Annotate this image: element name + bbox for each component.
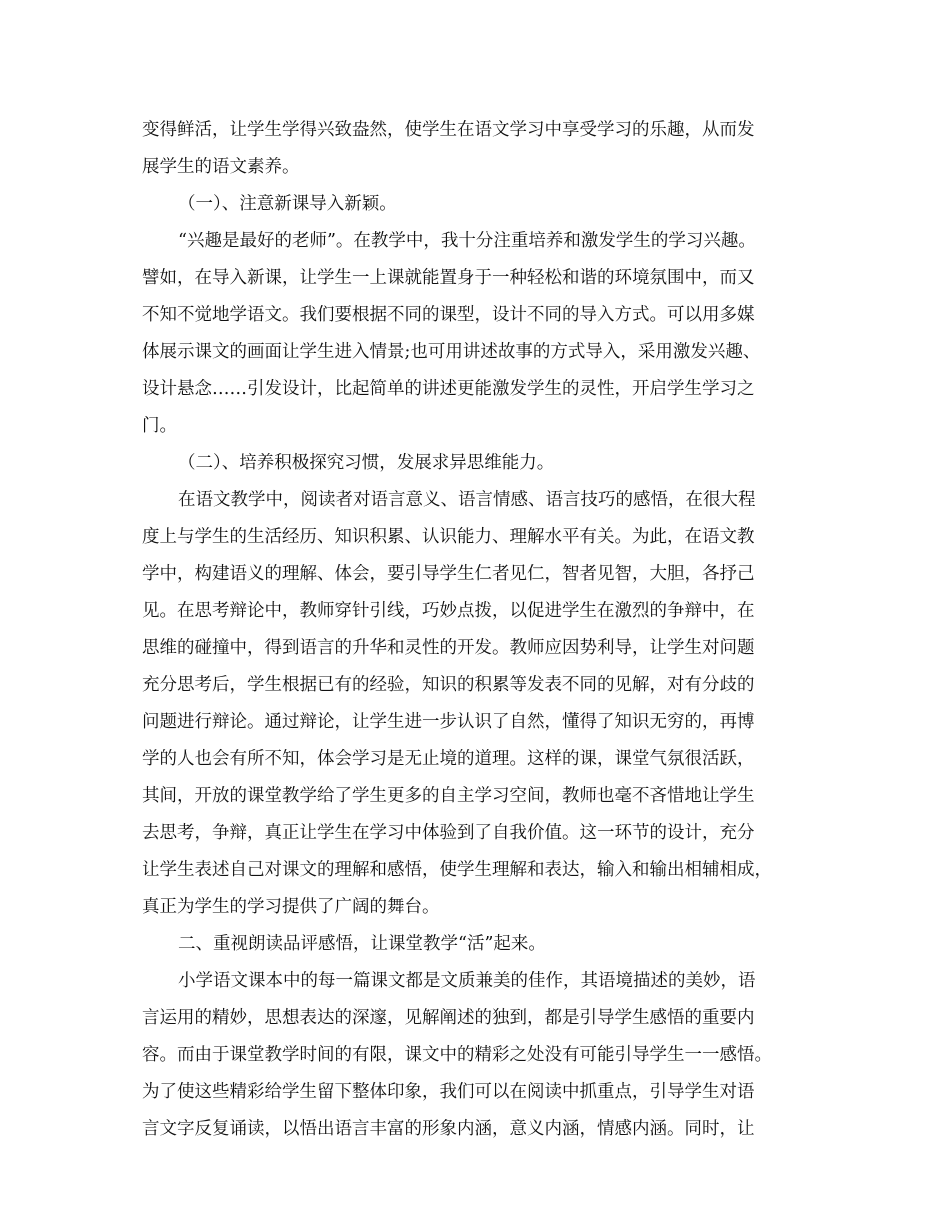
text-line: 去思考，争辩，真正让学生在学习中体验到了自我价值。这一环节的设计，充分 xyxy=(142,823,755,843)
text-line: 譬如，在导入新课，让学生一上课就能置身于一种轻松和谐的环境氛围中，而又 xyxy=(142,268,755,288)
text-line: 充分思考后，学生根据已有的经验，知识的积累等发表不同的见解，对有分歧的 xyxy=(142,675,755,695)
text-line: 度上与学生的生活经历、知识积累、认识能力、理解水平有关。为此，在语文教 xyxy=(142,527,755,547)
text-line: 体展示课文的画面让学生进入情景;也可用讲述故事的方式导入，采用激发兴趣、 xyxy=(142,342,761,362)
section-heading: （一）、注意新课导入新颖。 xyxy=(178,194,397,214)
text-line: 容。而由于课堂教学时间的有限，课文中的精彩之处没有可能引导学生一一感悟。 xyxy=(142,1045,772,1065)
text-line: 展学生的语文素养。 xyxy=(142,157,300,177)
text-line: 设计悬念……引发设计，比起简单的讲述更能激发学生的灵性，开启学生学习之 xyxy=(142,379,755,399)
text-line: 小学语文课本中的每一篇课文都是文质兼美的佳作，其语境描述的美妙，语 xyxy=(178,971,756,991)
text-line: 为了使这些精彩给学生留下整体印象，我们可以在阅读中抓重点，引导学生对语 xyxy=(142,1082,755,1102)
section-heading: 二、重视朗读品评感悟，让课堂教学“活”起来。 xyxy=(178,934,546,954)
text-line: 在语文教学中，阅读者对语言意义、语言情感、语言技巧的感悟，在很大程 xyxy=(178,490,756,510)
text-line: 问题进行辩论。通过辩论，让学生进一步认识了自然，懂得了知识无穷的，再博 xyxy=(142,712,755,732)
text-line: 学的人也会有所不知，体会学习是无止境的道理。这样的课，课堂气氛很活跃， xyxy=(142,749,755,769)
text-line: 见。在思考辩论中，教师穿针引线，巧妙点拨，以促进学生在激烈的争辩中，在 xyxy=(142,601,755,621)
text-line: 其间，开放的课堂教学给了学生更多的自主学习空间，教师也毫不吝惜地让学生 xyxy=(142,786,755,806)
section-heading: （二）、培养积极探究习惯，发展求异思维能力。 xyxy=(178,453,555,473)
text-line: 言运用的精妙，思想表达的深邃，见解阐述的独到，都是引导学生感悟的重要内 xyxy=(142,1008,755,1028)
text-line: 学中，构建语义的理解、体会，要引导学生仁者见仁，智者见智，大胆，各抒己 xyxy=(142,564,755,584)
text-line: 门。 xyxy=(142,416,177,436)
text-line: 思维的碰撞中，得到语言的升华和灵性的开发。教师应因势利导，让学生对问题 xyxy=(142,638,755,658)
text-line: 让学生表述自己对课文的理解和感悟，使学生理解和表达，输入和输出相辅相成， xyxy=(142,860,772,880)
text-line: “兴趣是最好的老师”。在教学中，我十分注重培养和激发学生的学习兴趣。 xyxy=(178,231,756,251)
text-line: 不知不觉地学语文。我们要根据不同的课型，设计不同的导入方式。可以用多媒 xyxy=(142,305,755,325)
text-line: 变得鲜活，让学生学得兴致盎然，使学生在语文学习中享受学习的乐趣，从而发 xyxy=(142,120,755,140)
text-line: 言文字反复诵读，以悟出语言丰富的形象内涵，意义内涵，情感内涵。同时，让 xyxy=(142,1119,755,1139)
text-line: 真正为学生的学习提供了广阔的舞台。 xyxy=(142,897,440,917)
